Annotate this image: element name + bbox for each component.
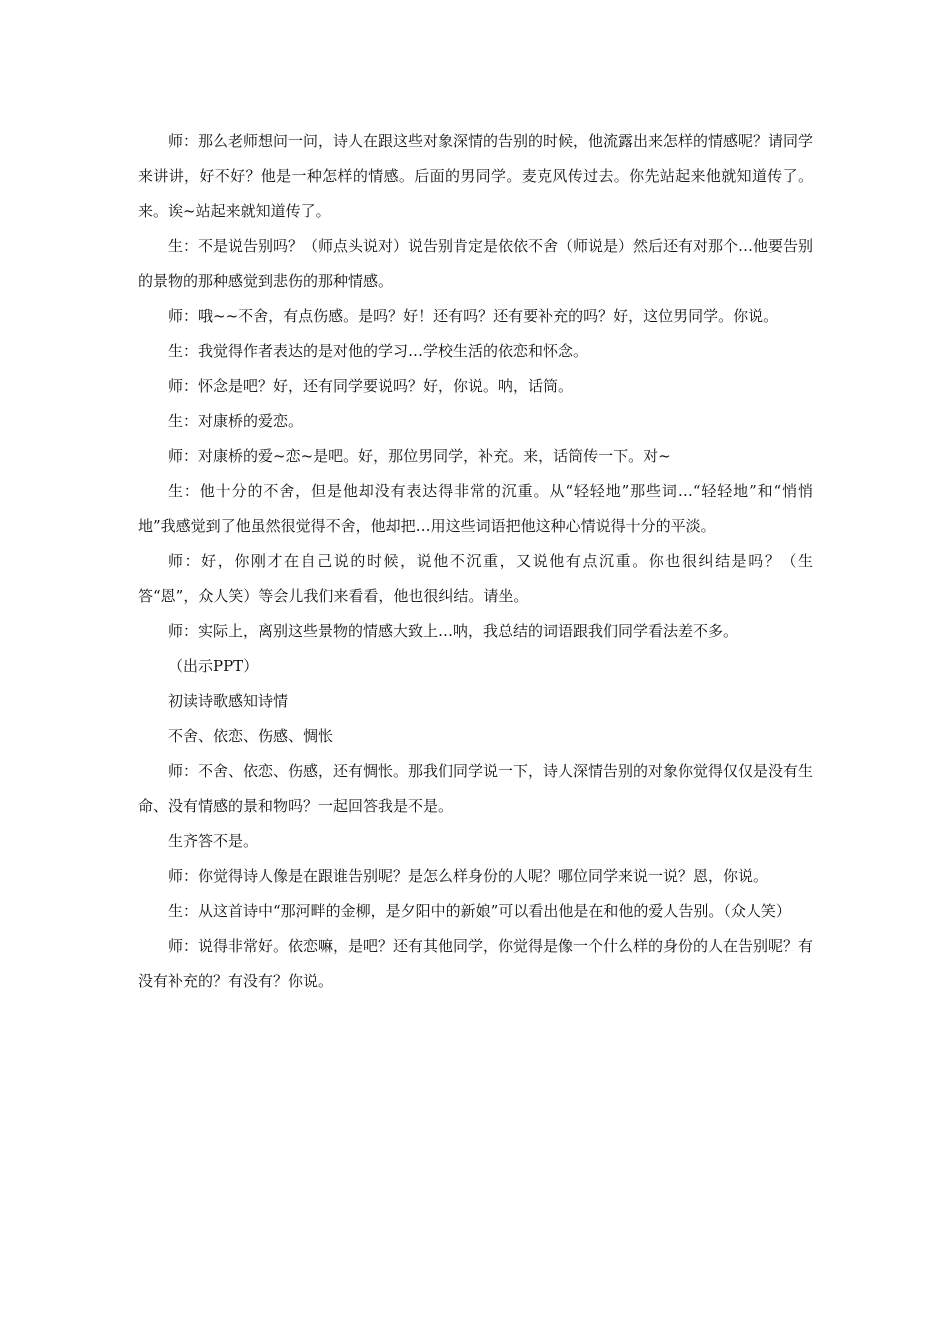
dialogue-paragraph: 师：你觉得诗人像是在跟谁告别呢？是怎么样身份的人呢？哪位同学来说一说？恩，你说。	[168, 867, 769, 885]
dialogue-paragraph: 师：哦~~不舍，有点伤感。是吗？好！还有吗？还有要补充的吗？好，这位男同学。你说。	[168, 307, 779, 325]
dialogue-paragraph: 师：说得非常好。依恋嘛，是吧？还有其他同学，你觉得是像一个什么样的身份的人在告别呢？有没有补充的？有没有？你说。	[138, 937, 814, 990]
dialogue-paragraph: 师：不舍、依恋、伤感，还有惆怅。那我们同学说一下，诗人深情告别的对象你觉得仅仅是没有生命、没有情感的景和物吗？一起回答我是不是。	[138, 762, 814, 815]
dialogue-paragraph: 生：对康桥的爱恋。	[168, 412, 304, 430]
slide-title: 初读诗歌感知诗情	[168, 692, 289, 710]
dialogue-paragraph: 生：我觉得作者表达的是对他的学习…学校生活的依恋和怀念。	[168, 342, 589, 360]
dialogue-paragraph: 师：对康桥的爱~恋~是吧。好，那位男同学，补充。来，话筒传一下。对~	[168, 447, 671, 465]
dialogue-paragraph: 生：从这首诗中“那河畔的金柳，是夕阳中的新娘”可以看出他是在和他的爱人告别。（众人笑）	[168, 902, 791, 920]
dialogue-paragraph: 生：不是说告别吗？（师点头说对）说告别肯定是依依不舍（师说是）然后还有对那个…他要告别的景物的那种感觉到悲伤的那种情感。	[138, 237, 814, 290]
dialogue-paragraph: 师：好，你刚才在自己说的时候，说他不沉重，又说他有点沉重。你也很纠结是吗？（生答“恩”，众人笑）等会儿我们来看看，他也很纠结。请坐。	[138, 552, 813, 605]
stage-direction: （出示PPT）	[168, 657, 259, 675]
dialogue-paragraph: 生：他十分的不舍，但是他却没有表达得非常的沉重。从“轻轻地”那些词…“轻轻地”和“悄悄地”我感觉到了他虽然很觉得不舍，他却把…用这些词语把他这种心情说得十分的平淡。	[138, 482, 813, 535]
dialogue-paragraph: 师：那么老师想问一问，诗人在跟这些对象深情的告别的时候，他流露出来怎样的情感呢？请同学来讲讲，好不好？他是一种怎样的情感。后面的男同学。麦克风传过去。你先站起来他就知道传了。来。诶~站起来就知道传了。	[138, 132, 814, 220]
dialogue-paragraph: 师：实际上，离别这些景物的情感大致上…呐，我总结的词语跟我们同学看法差不多。	[168, 622, 739, 640]
slide-keywords: 不舍、依恋、伤感、惆怅	[168, 727, 334, 745]
dialogue-paragraph: 生齐答不是。	[168, 832, 259, 850]
dialogue-paragraph: 师：怀念是吧？好，还有同学要说吗？好，你说。呐，话筒。	[168, 377, 574, 395]
